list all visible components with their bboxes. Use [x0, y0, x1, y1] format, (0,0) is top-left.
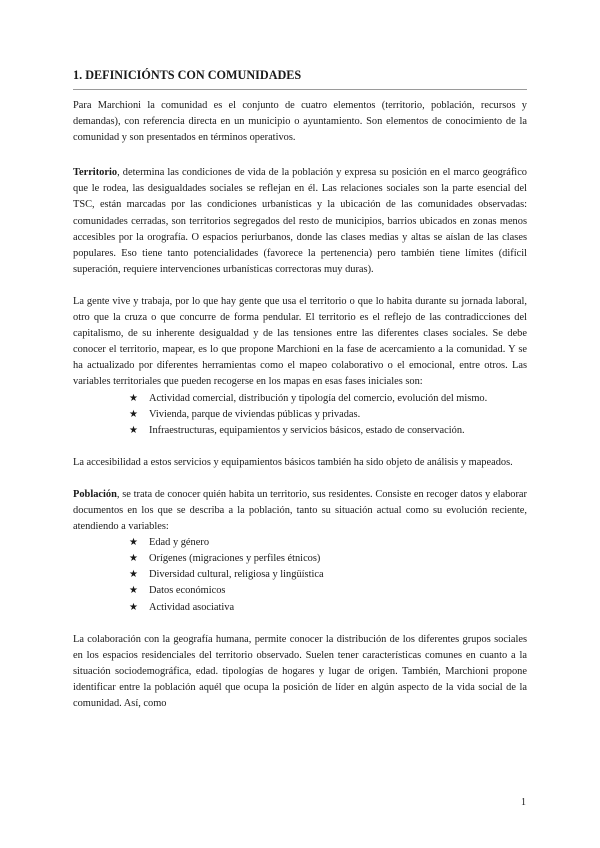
star-icon: ★ — [129, 537, 138, 549]
territorial-variables-list — [73, 391, 527, 439]
star-icon: ★ — [129, 424, 138, 436]
star-icon: ★ — [129, 585, 138, 597]
list-item: ★ Actividad comercial, distribución y tipología del comercio, evolución del mismo. — [129, 391, 527, 407]
gente-paragraph: La gente vive y trabaja, por lo que hay gente que usa el territorio o que lo habita durante su jornada laboral, otro que la cruza o que concurre de forma pendular. El territorio es el reflejo de las contradicciones del capitalismo, de su inherente desigualdad y de las tensiones entre las diferentes clases sociales. Se debe conocer el territorio, mapear, es lo que propone Marchioni en la fase de acercamiento a la comunidad. Y se ha actualizado por diferentes herramientas como el mapeo colaborativo o el emocional, entre otros. Las variables territoriales que pueden recogerse en los mapas en esas fases iniciales son: — [73, 295, 527, 388]
territorio-text: , determina las condiciones de vida de la población y expresa su posición en el marco geográfico que le rodea, las desigualdades sociales se reflejan en él. Las relaciones sociales son la parte esencial del TSC, están marcadas por las condiciones urbanísticas y la ubicación de las comunidades observadas: comunidades cerradas, son territorios segregados del resto de municipios, barrios ubicados en zonas menos accesibles por la orografía. O espacios periurbanos, donde las clases medias y altas se aíslan de las clases populares. Eso tiene tanto potencialidades (favorece la pertenencia) pero también tiene límites (difícil superación, requiere intervenciones urbanísticas correctoras muy duras). — [73, 167, 527, 275]
list-item: ★ Orígenes (migraciones y perfiles étnicos) — [129, 551, 527, 567]
star-icon: ★ — [129, 601, 138, 613]
population-variables-list — [73, 535, 527, 615]
section-heading: 1. DEFINICIÓNTS CON COMUNIDADES — [73, 68, 527, 90]
page-number: 1 — [521, 797, 526, 808]
list-item: ★ Actividad asociativa — [129, 600, 527, 616]
list-item: ★ Datos económicos — [129, 583, 527, 599]
list-item: ★ Diversidad cultural, religiosa y lingüística — [129, 567, 527, 583]
list-item: ★ Infraestructuras, equipamientos y servicios básicos, estado de conservación. — [129, 423, 527, 439]
star-icon: ★ — [129, 553, 138, 565]
star-icon: ★ — [129, 569, 138, 581]
star-icon: ★ — [129, 392, 138, 404]
colaboracion-paragraph: La colaboración con la geografía humana, permite conocer la distribución de los diferentes grupos sociales en los espacios residenciales del territorio observado. Suelen tener características comunes en cuanto a la situación sociodemográfica, edad. tipologías de hogares y lugar de origen. También, Marchioni propone identificar entre la población aquél que ocupa la posición de líder en algún aspecto de la vida social de la comunidad. Así, como — [73, 633, 527, 709]
intro-paragraph: Para Marchioni la comunidad es el conjunto de cuatro elementos (territorio, población, recursos y demandas), con referencia directa en un municipio o ayuntamiento. Son elementos de conocimiento de la comunidad y son presentados en términos operativos. — [73, 100, 527, 144]
document-page — [73, 68, 527, 712]
poblacion-paragraph — [73, 487, 527, 535]
poblacion-term: Población — [73, 488, 117, 500]
star-icon: ★ — [129, 408, 138, 420]
accesibilidad-paragraph: La accesibilidad a estos servicios y equipamientos básicos también ha sido objeto de análisis y mapeados. — [73, 456, 513, 468]
poblacion-text: , se trata de conocer quién habita un territorio, sus residentes. Consiste en recoger datos y elaborar documentos en los que se describa a la población, tanto su situación actual como su evolución reciente, atendiendo a variables: — [73, 488, 527, 533]
territorio-term: Territorio — [73, 167, 118, 179]
list-item: ★ Edad y género — [129, 535, 527, 551]
territorio-paragraph — [73, 165, 527, 278]
list-item: ★ Vivienda, parque de viviendas públicas y privadas. — [129, 407, 527, 423]
